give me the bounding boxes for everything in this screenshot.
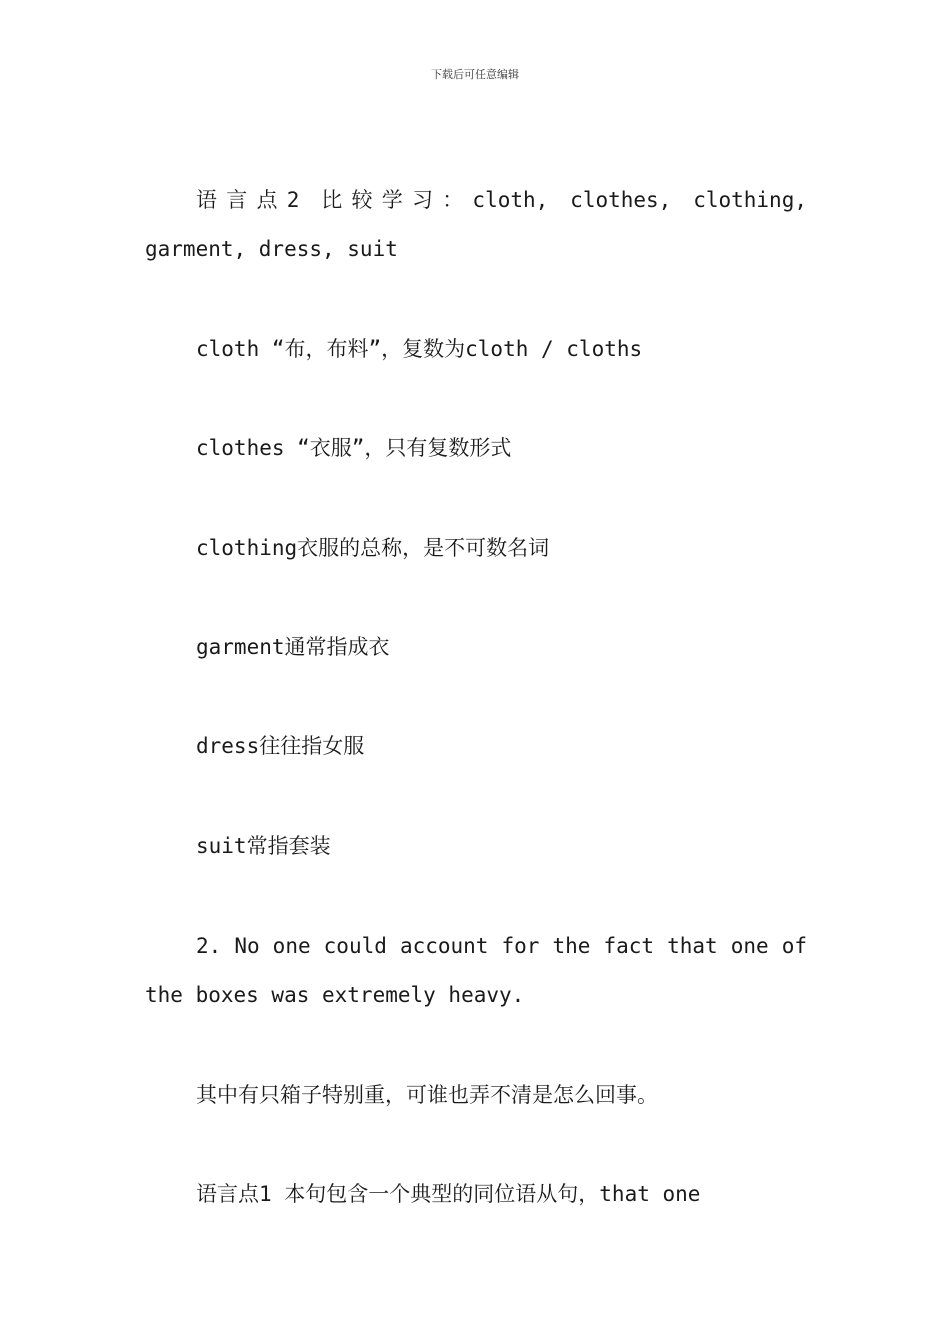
paragraph-example-sentence: 2. No one could account for the fact that one of the boxes was extremely heavy. — [145, 934, 820, 1007]
paragraph-dress: dress往往指女服 — [196, 734, 365, 758]
paragraph-garment: garment通常指成衣 — [196, 635, 390, 659]
paragraph-comparison-heading: 语言点2 比较学习：cloth, clothes, clothing, garment, dress, suit — [145, 188, 820, 261]
paragraph-language-point-1: 语言点1 本句包含一个典型的同位语从句，that one — [196, 1182, 701, 1206]
paragraph-translation: 其中有只箱子特别重，可谁也弄不清是怎么回事。 — [196, 1083, 658, 1107]
paragraph-clothing: clothing衣服的总称，是不可数名词 — [196, 536, 550, 560]
paragraph-suit: suit常指套装 — [196, 834, 331, 858]
paragraph-cloth: cloth “布，布料”，复数为cloth / cloths — [196, 337, 643, 361]
page-header: 下载后可任意编辑 — [431, 68, 519, 81]
paragraph-clothes: clothes “衣服”，只有复数形式 — [196, 436, 512, 460]
